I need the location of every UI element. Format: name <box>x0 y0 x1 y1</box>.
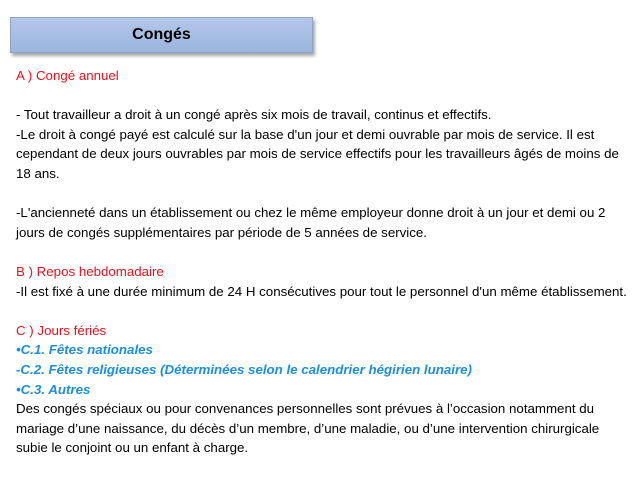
section-a-paragraph-1: - Tout travailleur a droit à un congé après six mois de travail, continus et effectifs. <box>16 107 492 123</box>
section-a-paragraph-3: -L'ancienneté dans un établissement ou chez le même employeur donne droit à un jour et demi ou 2 jours de congés supplémentaires par période de 5 années de service. <box>16 205 606 240</box>
section-c-item-2: -C.2. Fêtes religieuses (Déterminées selon le calendrier hégirien lunaire) <box>16 361 472 377</box>
section-c-item-3: •C.3. Autres <box>16 381 91 397</box>
page-title: Congés <box>132 26 191 43</box>
section-a-heading: A ) Congé annuel <box>16 68 119 83</box>
section-a-paragraph-2: -Le droit à congé payé est calculé sur la base d'un jour et demi ouvrable par mois de service. Il est cependant de deux jours ouvrables par mois de service effectifs pour les travailleurs âgés de moins de 18 ans. <box>16 126 619 181</box>
spacer <box>16 301 630 321</box>
section-b-heading: B ) Repos hebdomadaire <box>16 263 164 279</box>
title-box <box>10 17 313 53</box>
spacer <box>16 184 630 204</box>
section-c-item-1: •C.1. Fêtes nationales <box>16 342 153 358</box>
spacer <box>16 242 630 262</box>
section-b-paragraph-1: -Il est fixé à une durée minimum de 24 H consécutives pour tout le personnel d'un même établissement. <box>16 283 627 299</box>
section-c-paragraph-1: Des congés spéciaux ou pour convenances personnelles sont prévues à l’occasion notamment du mariage d’une naissance, du décès d’un membre, d’une maladie, ou d’une intervention chirurgicale subie le conjoint ou un enfant à charge. <box>16 401 600 456</box>
section-c-heading: C ) Jours fériés <box>16 322 107 338</box>
document-body <box>16 66 630 458</box>
spacer <box>16 86 630 106</box>
